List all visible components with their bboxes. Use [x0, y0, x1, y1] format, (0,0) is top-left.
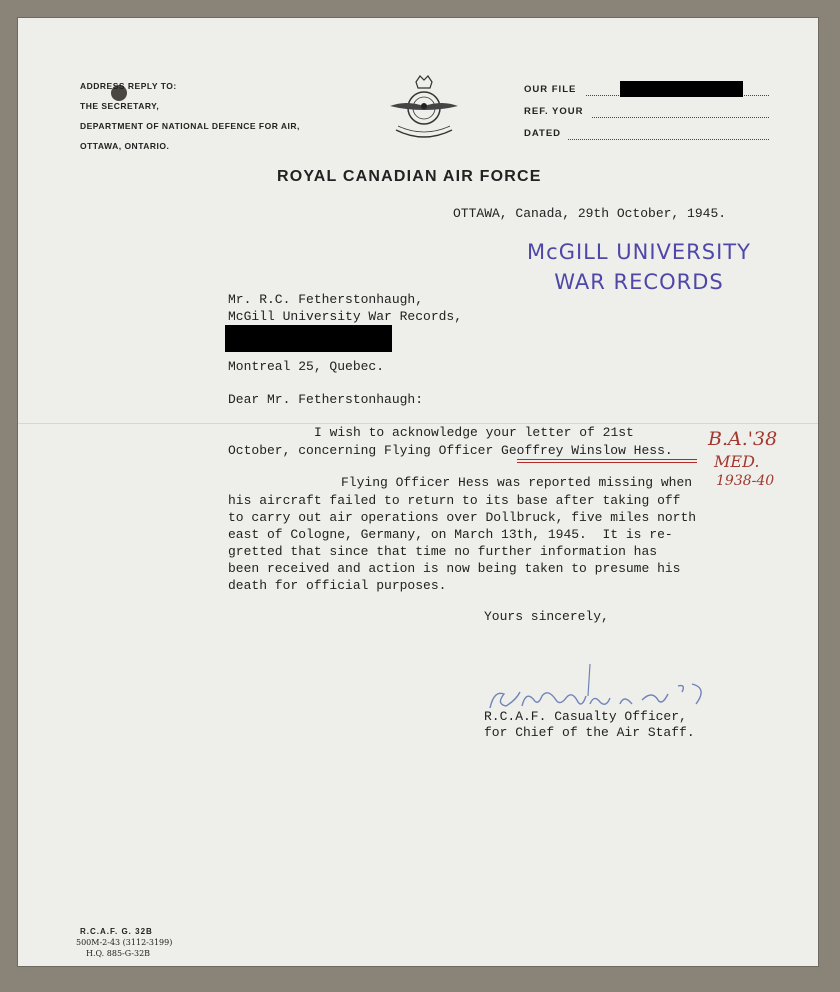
- recipient-name: Mr. R.C. Fetherstonhaugh,: [228, 292, 424, 307]
- address-line: OTTAWA, ONTARIO.: [80, 141, 170, 151]
- address-line: ADDRESS REPLY TO:: [80, 81, 177, 91]
- address-line: DEPARTMENT OF NATIONAL DEFENCE FOR AIR,: [80, 121, 300, 131]
- redaction-bar: [620, 81, 743, 97]
- body-p2-line: death for official purposes.: [228, 578, 447, 593]
- body-p1-line2: [228, 442, 673, 460]
- ref-your-field[interactable]: [592, 117, 769, 118]
- date-line: OTTAWA, Canada, 29th October, 1945.: [453, 206, 727, 221]
- signature-subtitle: for Chief of the Air Staff.: [484, 725, 695, 740]
- name-underline: [517, 459, 697, 460]
- letterhead-title: ROYAL CANADIAN AIR FORCE: [277, 168, 542, 185]
- name-underline: [517, 462, 697, 463]
- body-p1-line1: I wish to acknowledge your letter of 21st: [314, 425, 634, 440]
- archive-stamp: [508, 237, 770, 297]
- body-p2-line: east of Cologne, Germany, on March 13th, 1945. It is re-: [228, 527, 673, 542]
- form-footer: [76, 926, 172, 959]
- salutation: Dear Mr. Fetherstonhaugh:: [228, 392, 424, 407]
- body-p2-line: been received and action is now being taken to presume his: [228, 561, 681, 576]
- annotation-ba: B.A.'38: [708, 428, 778, 450]
- dated-field[interactable]: [568, 139, 769, 140]
- address-block: [80, 76, 300, 156]
- ref-your-label: REF. YOUR: [524, 106, 584, 117]
- recipient-city: Montreal 25, Quebec.: [228, 359, 385, 374]
- signature-title: R.C.A.F. Casualty Officer,: [484, 709, 687, 724]
- dated-label: DATED: [524, 128, 562, 139]
- annotation-med: MED.: [714, 452, 760, 471]
- rcaf-crest-icon: [386, 72, 462, 144]
- form-number: R.C.A.F. G. 32B: [80, 927, 153, 936]
- our-file-label: OUR FILE: [524, 84, 577, 95]
- body-p2-line: gretted that since that time no further information has: [228, 544, 658, 559]
- address-line: THE SECRETARY,: [80, 101, 160, 111]
- print-code: 500M-2-43 (3112-3199): [76, 938, 173, 947]
- body-p1-prefix: October, concerning Flying Officer: [228, 443, 502, 458]
- closing: Yours sincerely,: [484, 609, 609, 624]
- hq-code: H.Q. 885-G-32B: [86, 949, 151, 958]
- recipient-org: McGill University War Records,: [228, 309, 463, 324]
- body-p2-line: his aircraft failed to return to its base after taking off: [228, 493, 681, 508]
- officer-name: Geoffrey Winslow Hess.: [501, 443, 673, 458]
- stamp-line-1: McGILL UNIVERSITY: [527, 240, 751, 264]
- redaction-bar: [225, 325, 392, 352]
- body-p2-line: to carry out air operations over Dollbruck, five miles north: [228, 510, 697, 525]
- annotation-years: 1938-40: [716, 473, 775, 489]
- body-p2-line: Flying Officer Hess was reported missing when: [341, 475, 693, 490]
- stamp-line-2: WAR RECORDS: [554, 270, 724, 294]
